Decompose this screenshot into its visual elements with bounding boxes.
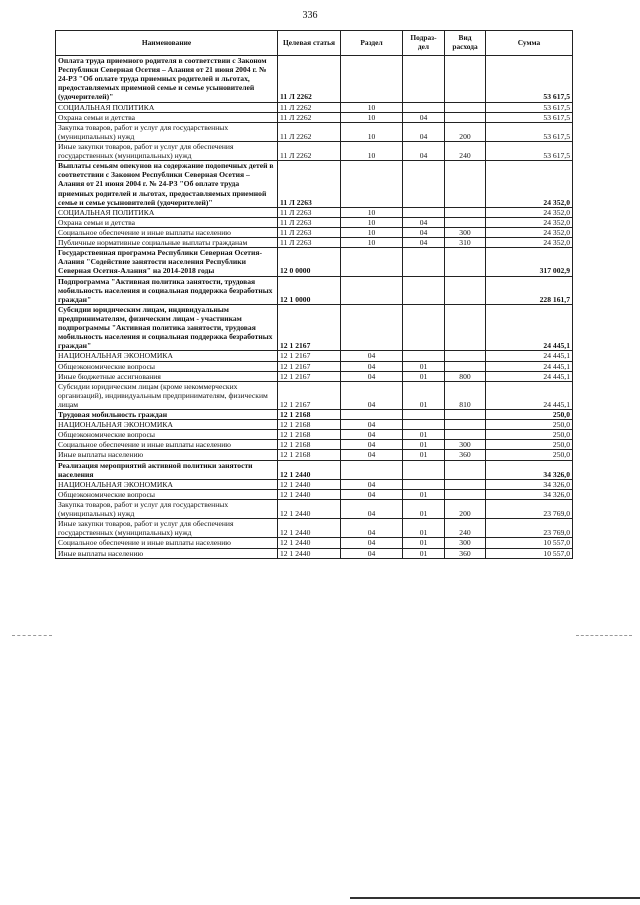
footer-rule [350,897,640,899]
cell-subsection [403,479,445,489]
cell-name: Социальное обеспечение и иные выплаты населению [56,538,278,548]
cell-name: Субсидии юридическим лицам, индивидуальным предпринимателям, физическим лицам - участникам подпрограммы "Активная политика занятости, трудовая мобильность населения и социальная поддержка безработных граждан" [56,304,278,351]
cell-target: 12 1 2168 [278,420,341,430]
cell-target: 12 1 2168 [278,410,341,420]
cell-name: Государственная программа Республики Северная Осетия-Алания "Содействие занятости населения Республики Северная Осетия-Алания" на 2014-2018 годы [56,248,278,276]
cell-section: 04 [341,361,403,371]
cell-section: 04 [341,479,403,489]
cell-section: 10 [341,238,403,248]
cell-expense [445,207,486,217]
cell-sum: 24 445,1 [486,371,573,381]
cell-expense [445,217,486,227]
budget-table [55,30,573,559]
table-row [56,440,573,450]
cell-name: Охрана семьи и детства [56,217,278,227]
cell-section [341,460,403,479]
table-row [56,248,573,276]
cell-section: 04 [341,351,403,361]
cell-sum: 53 617,5 [486,122,573,141]
cell-expense [445,56,486,103]
cell-subsection [403,102,445,112]
cell-name: Общеэкономические вопросы [56,489,278,499]
cell-section [341,248,403,276]
table-row [56,420,573,430]
cell-expense [445,430,486,440]
cell-section: 04 [341,381,403,409]
cell-section: 04 [341,500,403,519]
table-row [56,56,573,103]
cell-subsection [403,460,445,479]
cell-sum: 24 352,0 [486,207,573,217]
col-header-sum: Сумма [486,31,573,56]
cell-expense [445,276,486,304]
cell-target: 12 1 2168 [278,430,341,440]
cell-subsection: 04 [403,141,445,160]
cell-subsection [403,410,445,420]
cell-name: НАЦИОНАЛЬНАЯ ЭКОНОМИКА [56,351,278,361]
cell-target: 12 1 2440 [278,519,341,538]
cell-expense: 300 [445,538,486,548]
cell-target: 11 Л 2262 [278,56,341,103]
cell-sum: 24 352,0 [486,217,573,227]
cell-name: СОЦИАЛЬНАЯ ПОЛИТИКА [56,102,278,112]
cell-section [341,410,403,420]
cell-expense [445,102,486,112]
margin-dash-right [576,635,632,636]
cell-section: 10 [341,227,403,237]
cell-sum: 53 617,5 [486,102,573,112]
cell-target: 11 Л 2262 [278,102,341,112]
cell-target: 12 1 2440 [278,479,341,489]
table-row [56,217,573,227]
page-number: 336 [302,10,318,21]
cell-subsection: 01 [403,489,445,499]
cell-target: 11 Л 2263 [278,217,341,227]
col-header-target: Целевая статья [278,31,341,56]
cell-name: Реализация мероприятий активной политики занятости населения [56,460,278,479]
cell-target: 11 Л 2263 [278,238,341,248]
cell-sum: 23 769,0 [486,500,573,519]
cell-name: Социальное обеспечение и иные выплаты населению [56,227,278,237]
cell-subsection [403,351,445,361]
cell-section: 04 [341,519,403,538]
cell-subsection: 01 [403,440,445,450]
cell-expense [445,479,486,489]
cell-name: Иные бюджетные ассигнования [56,371,278,381]
cell-expense: 310 [445,238,486,248]
cell-name: Публичные нормативные социальные выплаты гражданам [56,238,278,248]
table-row [56,161,573,208]
col-header-section: Раздел [341,31,403,56]
cell-sum: 228 161,7 [486,276,573,304]
cell-section: 04 [341,548,403,558]
table-row [56,519,573,538]
cell-target: 11 Л 2263 [278,207,341,217]
cell-sum: 250,0 [486,450,573,460]
cell-name: НАЦИОНАЛЬНАЯ ЭКОНОМИКА [56,479,278,489]
cell-sum: 250,0 [486,420,573,430]
cell-sum: 24 352,0 [486,227,573,237]
cell-section [341,56,403,103]
cell-subsection [403,207,445,217]
cell-name: Иные закупки товаров, работ и услуг для обеспечения государственных (муниципальных) нужд [56,519,278,538]
cell-sum: 24 445,1 [486,361,573,371]
col-header-expense: Вид расхода [445,31,486,56]
cell-section [341,304,403,351]
cell-section [341,161,403,208]
cell-subsection: 04 [403,122,445,141]
table-row [56,141,573,160]
table-row [56,381,573,409]
cell-name: Закупка товаров, работ и услуг для государственных (муниципальных) нужд [56,122,278,141]
cell-name: Социальное обеспечение и иные выплаты населению [56,440,278,450]
table-row [56,112,573,122]
cell-expense: 810 [445,381,486,409]
cell-expense [445,420,486,430]
cell-section: 10 [341,102,403,112]
cell-subsection: 01 [403,500,445,519]
table-row [56,276,573,304]
cell-subsection: 01 [403,371,445,381]
cell-subsection: 01 [403,538,445,548]
cell-sum: 24 352,0 [486,238,573,248]
cell-subsection [403,276,445,304]
cell-name: Выплаты семьям опекунов на содержание подопечных детей в соответствии с Законом Республики Северная Осетия – Алания от 21 июня 2004 г. № 24-РЗ "Об оплате труда приемных родителей и льготах, предоставляемых приемной семье и семье усыновителей (удочерителей)" [56,161,278,208]
cell-target: 12 1 2440 [278,548,341,558]
cell-target: 12 1 2168 [278,440,341,450]
table-row [56,430,573,440]
cell-expense [445,161,486,208]
cell-expense: 360 [445,450,486,460]
cell-sum: 53 617,5 [486,112,573,122]
cell-expense: 240 [445,519,486,538]
table-row [56,489,573,499]
cell-expense [445,112,486,122]
cell-name: Общеэкономические вопросы [56,361,278,371]
cell-section: 10 [341,141,403,160]
cell-expense: 240 [445,141,486,160]
cell-target: 11 Л 2262 [278,122,341,141]
cell-target: 12 1 2167 [278,381,341,409]
cell-target: 11 Л 2263 [278,161,341,208]
cell-subsection: 01 [403,430,445,440]
cell-name: Подпрограмма "Активная политика занятости, трудовая мобильность населения и социальная поддержка безработных граждан" [56,276,278,304]
cell-expense: 300 [445,227,486,237]
table-row [56,479,573,489]
table-row [56,351,573,361]
cell-target: 11 Л 2263 [278,227,341,237]
table-body [56,56,573,559]
cell-sum: 23 769,0 [486,519,573,538]
table-row [56,102,573,112]
cell-subsection: 01 [403,450,445,460]
cell-section [341,276,403,304]
cell-section: 10 [341,217,403,227]
cell-subsection [403,248,445,276]
cell-target: 12 1 2167 [278,351,341,361]
col-header-name: Наименование [56,31,278,56]
table-row [56,371,573,381]
table-row [56,227,573,237]
cell-subsection [403,161,445,208]
cell-sum: 317 002,9 [486,248,573,276]
cell-sum: 250,0 [486,410,573,420]
cell-sum: 24 445,1 [486,351,573,361]
cell-expense: 200 [445,500,486,519]
cell-target: 12 1 2167 [278,361,341,371]
cell-name: Иные выплаты населению [56,450,278,460]
cell-expense: 300 [445,440,486,450]
cell-section: 10 [341,122,403,141]
cell-subsection: 04 [403,112,445,122]
table-row [56,460,573,479]
cell-section: 04 [341,489,403,499]
cell-subsection: 04 [403,238,445,248]
cell-target: 11 Л 2262 [278,112,341,122]
cell-subsection: 04 [403,227,445,237]
cell-target: 12 1 2168 [278,450,341,460]
cell-name: Иные выплаты населению [56,548,278,558]
cell-target: 12 1 2440 [278,489,341,499]
cell-name: Субсидии юридическим лицам (кроме некоммерческих организаций), индивидуальным предпринимателям, физическим лицам [56,381,278,409]
cell-sum: 34 326,0 [486,460,573,479]
table-header [56,31,573,56]
cell-sum: 24 445,1 [486,381,573,409]
cell-sum: 250,0 [486,440,573,450]
table-row [56,361,573,371]
cell-sum: 34 326,0 [486,489,573,499]
cell-section: 10 [341,112,403,122]
table-row [56,450,573,460]
cell-section: 04 [341,538,403,548]
cell-name: НАЦИОНАЛЬНАЯ ЭКОНОМИКА [56,420,278,430]
cell-target: 12 0 0000 [278,248,341,276]
cell-sum: 53 617,5 [486,56,573,103]
cell-sum: 24 352,0 [486,161,573,208]
cell-name: Трудовая мобильность граждан [56,410,278,420]
cell-expense [445,351,486,361]
cell-name: СОЦИАЛЬНАЯ ПОЛИТИКА [56,207,278,217]
table-row [56,500,573,519]
cell-name: Охрана семьи и детства [56,112,278,122]
cell-subsection: 04 [403,217,445,227]
cell-expense [445,460,486,479]
cell-expense: 800 [445,371,486,381]
cell-target: 12 1 2167 [278,304,341,351]
cell-subsection: 01 [403,361,445,371]
cell-sum: 10 557,0 [486,538,573,548]
cell-sum: 10 557,0 [486,548,573,558]
cell-sum: 24 445,1 [486,304,573,351]
cell-expense [445,361,486,371]
cell-section: 04 [341,420,403,430]
cell-target: 12 1 2440 [278,460,341,479]
margin-dash-left [12,635,52,636]
cell-section: 04 [341,440,403,450]
cell-expense: 360 [445,548,486,558]
table-row [56,410,573,420]
cell-target: 12 1 2440 [278,538,341,548]
cell-name: Закупка товаров, работ и услуг для государственных (муниципальных) нужд [56,500,278,519]
cell-subsection [403,304,445,351]
cell-sum: 53 617,5 [486,141,573,160]
cell-subsection: 01 [403,381,445,409]
cell-subsection [403,420,445,430]
cell-section: 10 [341,207,403,217]
cell-name: Общеэкономические вопросы [56,430,278,440]
cell-expense: 200 [445,122,486,141]
cell-subsection: 01 [403,548,445,558]
cell-expense [445,489,486,499]
cell-name: Иные закупки товаров, работ и услуг для обеспечения государственных (муниципальных) нужд [56,141,278,160]
cell-sum: 34 326,0 [486,479,573,489]
table-row [56,238,573,248]
table-row [56,548,573,558]
cell-section: 04 [341,450,403,460]
table-row [56,304,573,351]
cell-target: 11 Л 2262 [278,141,341,160]
cell-target: 12 1 2440 [278,500,341,519]
col-header-subsection: Подраз-дел [403,31,445,56]
table-row [56,207,573,217]
cell-subsection: 01 [403,519,445,538]
table-row [56,122,573,141]
cell-expense [445,248,486,276]
cell-subsection [403,56,445,103]
cell-expense [445,410,486,420]
table-row [56,538,573,548]
cell-target: 12 1 2167 [278,371,341,381]
cell-name: Оплата труда приемного родителя в соответствии с Законом Республики Северная Осетия – Алания от 21 июня 2004 г. № 24-РЗ "Об оплате труда приемных родителей и льготах, предоставляемых приемной семье и семье усыновителей (удочерителей)" [56,56,278,103]
cell-expense [445,304,486,351]
cell-target: 12 1 0000 [278,276,341,304]
cell-section: 04 [341,430,403,440]
cell-section: 04 [341,371,403,381]
cell-sum: 250,0 [486,430,573,440]
